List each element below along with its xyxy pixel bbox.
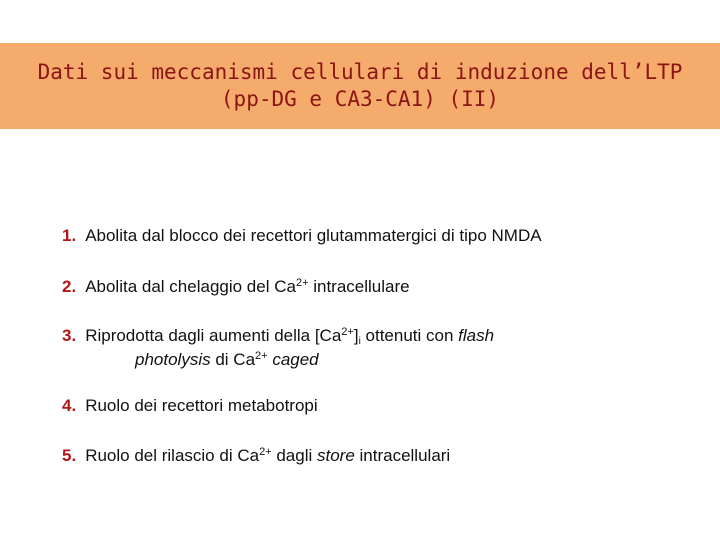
item-text: Ruolo del rilascio di Ca	[85, 446, 260, 465]
list-item-5	[62, 444, 450, 468]
item-number: 1.	[62, 226, 77, 245]
superscript: 2+	[259, 446, 272, 458]
item-number: 5.	[62, 446, 77, 465]
superscript: 2+	[255, 350, 268, 362]
item-number: 2.	[62, 277, 77, 296]
item-italic-text: flash	[458, 326, 495, 345]
item-italic-text: photolysis	[135, 350, 211, 369]
superscript: 2+	[341, 326, 354, 338]
item-text: Riprodotta dagli aumenti della [Ca	[85, 326, 342, 345]
item-italic-text: caged	[272, 350, 319, 369]
item-italic-text: store	[316, 446, 355, 465]
title-banner	[0, 43, 720, 129]
item-number: 3.	[62, 326, 77, 345]
item-text: Abolita dal chelaggio del Ca	[85, 277, 296, 296]
item-continuation	[62, 348, 494, 372]
item-text: intracellulari	[354, 446, 451, 465]
slide-title	[38, 59, 683, 113]
item-text: Abolita dal blocco dei recettori glutammatergici di tipo NMDA	[85, 226, 542, 245]
item-text: intracellulare	[308, 277, 410, 296]
list-item-2	[62, 275, 410, 299]
item-text: ]	[353, 326, 359, 345]
subscript: i	[358, 336, 361, 347]
item-text: dagli	[271, 446, 317, 465]
slide-title-line-1: Dati sui meccanismi cellulari di induzione dell’LTP	[37, 60, 683, 84]
list-item-4	[62, 394, 318, 418]
list-item-3	[62, 324, 494, 372]
superscript: 2+	[295, 277, 309, 289]
item-text: Ruolo dei recettori metabotropi	[85, 396, 318, 415]
item-text: ottenuti con	[360, 326, 459, 345]
slide-title-line-2: (pp-DG e CA3-CA1) (II)	[220, 87, 500, 111]
list-item-1	[62, 224, 542, 248]
item-number: 4.	[62, 396, 77, 415]
item-text: di Ca	[210, 350, 256, 369]
